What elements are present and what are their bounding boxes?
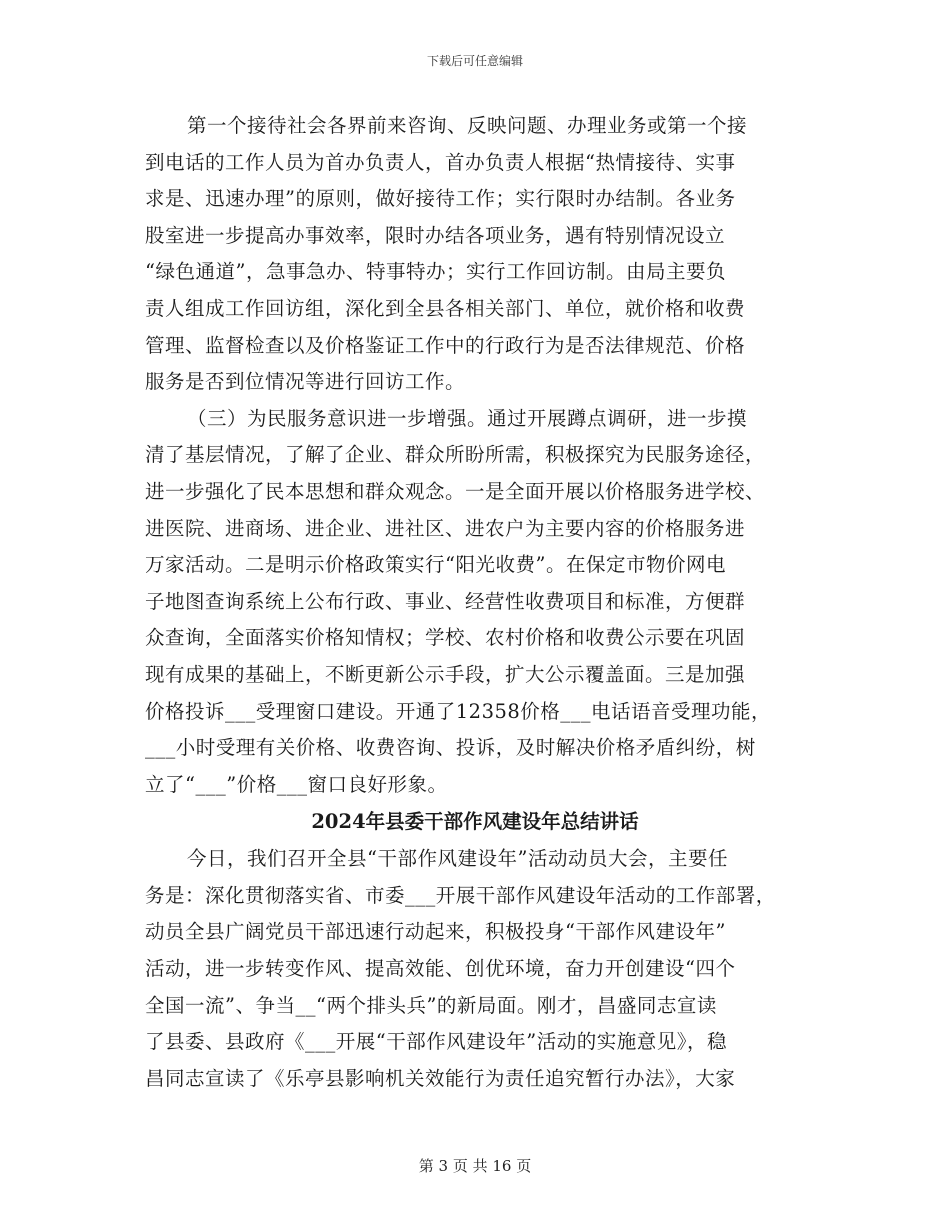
document-body (145, 108, 805, 1097)
section-heading: 2024年县委干部作风建设年总结讲话 (311, 810, 639, 834)
paragraph-line: 价格投诉___受理窗口建设。开通了12358价格___电话语音受理功能， (145, 699, 772, 723)
paragraph-line: 了县委、县政府《___开展“干部作风建设年”活动的实施意见》，稳 (145, 1030, 727, 1054)
paragraph-line: 昌同志宣读了《乐亭县影响机关效能行为责任追究暂行办法》，大家 (145, 1066, 736, 1090)
paragraph-line: 动员全县广阔党员干部迅速行动起来，积极投身“干部作风建设年” (145, 920, 726, 944)
paragraph-line: 服务是否到位情况等进行回访工作。 (145, 370, 466, 394)
paragraph-line: ___小时受理有关价格、收费咨询、投诉，及时解决价格矛盾纠纷，树 (145, 736, 756, 760)
paragraph-line: 现有成果的基础上，不断更新公示手段，扩大公示覆盖面。三是加强 (145, 662, 746, 686)
paragraph-line: 今日，我们召开全县“干部作风建设年”活动动员大会，主要任 (187, 847, 728, 871)
paragraph-line: 求是、迅速办理”的原则，做好接待工作；实行限时办结制。各业务 (145, 187, 736, 211)
paragraph-line: 活动，进一步转变作风、提高效能、创优环境，奋力开创建设“四个 (145, 957, 736, 981)
paragraph-line: 责人组成工作回访组，深化到全县各相关部门、单位，就价格和收费 (145, 296, 746, 320)
paragraph-line: 清了基层情况，了解了企业、群众所盼所需，积极探究为民服务途径， (145, 443, 766, 467)
paragraph-line: 立了“___”价格___窗口良好形象。 (145, 772, 448, 796)
paragraph-line: 万家活动。二是明示价格政策实行“阳光收费”。在保定市物价网电 (145, 553, 726, 577)
paragraph-line: （三）为民服务意识进一步增强。通过开展蹲点调研，进一步摸 (187, 406, 748, 430)
paragraph-line: 进医院、进商场、进企业、进社区、进农户为主要内容的价格服务进 (145, 516, 746, 540)
paragraph-line: 众查询，全面落实价格知情权；学校、农村价格和收费公示要在巩固 (145, 626, 746, 650)
page-number: 第 3 页 共 16 页 (418, 1157, 532, 1175)
paragraph-line: 全国一流”、争当__“两个排头兵”的新局面。刚才，昌盛同志宣读 (145, 993, 717, 1017)
paragraph-line: 管理、监督检查以及价格鉴证工作中的行政行为是否法律规范、价格 (145, 333, 746, 357)
paragraph-line: 股室进一步提高办事效率，限时办结各项业务，遇有特别情况设立 (145, 223, 726, 247)
paragraph-line: 到电话的工作人员为首办负责人，首办负责人根据“热情接待、实事 (145, 150, 736, 174)
paragraph-line: 务是：深化贯彻落实省、市委___开展干部作风建设年活动的工作部署， (145, 883, 776, 907)
paragraph-line: 进一步强化了民本思想和群众观念。一是全面开展以价格服务进学校、 (145, 479, 766, 503)
paragraph-line: 子地图查询系统上公布行政、事业、经营性收费项目和标准，方便群 (145, 589, 746, 613)
page-header-note: 下载后可任意编辑 (426, 54, 523, 68)
paragraph-line: 第一个接待社会各界前来咨询、反映问题、办理业务或第一个接 (187, 114, 748, 137)
paragraph-line: “绿色通道”，急事急办、特事特办；实行工作回访制。由局主要负 (145, 260, 726, 284)
